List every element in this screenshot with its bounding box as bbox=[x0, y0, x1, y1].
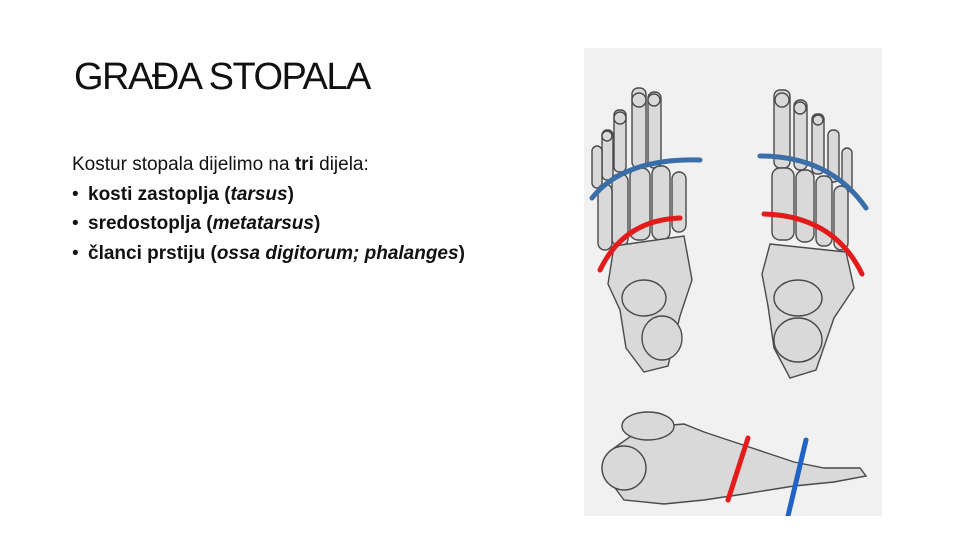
bullet-item-tarsus bbox=[72, 180, 572, 210]
bullet-text: kosti zastoplja ( bbox=[88, 183, 231, 205]
bullet-latin-term: tarsus bbox=[230, 183, 288, 205]
slide-title: GRAĐA STOPALA bbox=[74, 56, 370, 98]
foot-skeleton-figure bbox=[584, 48, 882, 516]
bullet-item-metatarsus bbox=[72, 209, 572, 239]
bullet-text: članci prstiju ( bbox=[88, 242, 217, 264]
bullet-latin-term: metatarsus bbox=[212, 213, 314, 234]
bullet-close: ) bbox=[313, 213, 321, 234]
intro-emphasis: tri bbox=[294, 154, 314, 175]
bullet-latin-term: ossa digitorum; phalanges bbox=[216, 242, 459, 264]
intro-text-before: Kostur stopala dijelimo na bbox=[72, 154, 295, 175]
bullet-item-phalanges bbox=[72, 239, 572, 269]
intro-text-after: dijela: bbox=[313, 154, 369, 175]
left-foot-skeleton bbox=[592, 88, 692, 372]
side-foot-skeleton bbox=[602, 412, 866, 504]
bullet-marker: • bbox=[72, 242, 79, 264]
foot-skeleton-illustration bbox=[584, 48, 882, 516]
bullet-marker: • bbox=[72, 183, 79, 205]
right-foot-skeleton bbox=[762, 90, 854, 378]
slide-body bbox=[72, 150, 572, 268]
bullet-text: sredostoplja ( bbox=[88, 213, 213, 234]
bullet-marker: • bbox=[72, 213, 79, 234]
bullet-close: ) bbox=[458, 242, 465, 264]
bullet-close: ) bbox=[287, 183, 294, 205]
intro-line bbox=[72, 150, 572, 180]
